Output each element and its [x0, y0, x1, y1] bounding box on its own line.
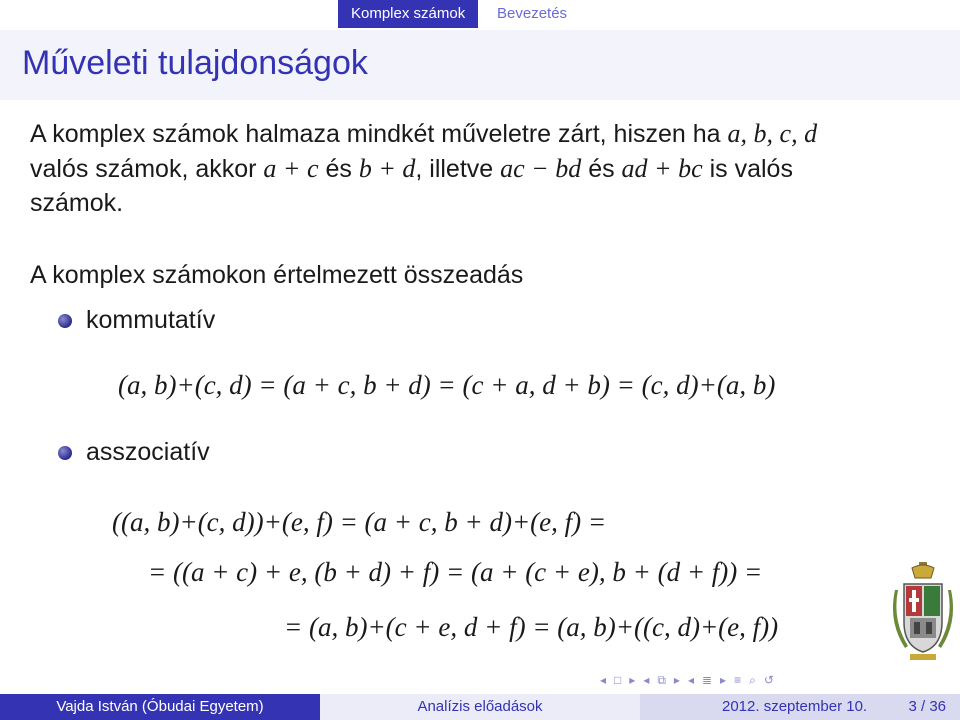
intro-text-2b: is valós	[709, 155, 793, 183]
equation-kommutativ: (a, b)+(c, d) = (a + c, b + d) = (c + a, d + b) = (c, d)+(a, b)	[118, 370, 776, 400]
footer-date: 2012. szeptember 10.	[722, 698, 868, 715]
intro-expr-4: ad + bc	[621, 154, 703, 183]
equation-asszociativ-line-3: = (a, b)+(c + e, d + f) = (a, b)+((c, d)+(e, f))	[284, 612, 779, 642]
footer-right	[640, 694, 960, 720]
intro-line-3: számok.	[30, 189, 124, 217]
intro-expr-2: b + d	[358, 154, 416, 183]
footer-course: Analízis előadások	[320, 694, 640, 720]
intro-expr-3: ac − bd	[500, 154, 582, 183]
section-navigation	[0, 0, 960, 30]
intro-text-1: A komplex számok halmaza mindkét műveletre zárt, hiszen ha	[30, 120, 721, 148]
nav-back-icon[interactable]: ↺	[763, 673, 774, 687]
equation-asszociativ-line-1: ((a, b)+(c, d))+(e, f) = (a + c, b + d)+(e, f) =	[112, 507, 607, 537]
equation-asszociativ-line-2: = ((a + c) + e, (b + d) + f) = (a + (c + e), b + (d + f)) =	[148, 557, 763, 587]
intro-illetve: , illetve	[415, 155, 494, 183]
beamer-navigation-symbols	[600, 672, 774, 688]
bullet-icon	[58, 446, 72, 460]
nav-frame-icon[interactable]: □	[614, 673, 622, 687]
nav-next-frame-icon[interactable]: ▸	[629, 673, 636, 687]
footer-page-number: 3 / 36	[908, 698, 946, 715]
footer	[0, 694, 960, 720]
nav-prev-subsection-icon[interactable]: ◂	[643, 673, 650, 687]
nav-subsection-icon[interactable]: ⧉	[657, 672, 666, 687]
nav-appendix-icon[interactable]: ≡	[734, 673, 742, 687]
nav-prev-section-icon[interactable]: ◂	[687, 673, 694, 687]
intro-es-2: és	[588, 155, 615, 183]
intro-vars: a, b, c, d	[727, 119, 818, 148]
nav-search-icon[interactable]: ⌕	[749, 672, 756, 687]
item-label-kommutativ: kommutatív	[86, 306, 216, 334]
intro-text-2a: valós számok, akkor	[30, 155, 257, 183]
nav-prev-frame-icon[interactable]: ◂	[600, 673, 607, 687]
frame-title: Műveleti tulajdonságok	[22, 44, 368, 82]
nav-next-section-icon[interactable]: ▸	[720, 673, 727, 687]
bullet-icon	[58, 314, 72, 328]
nav-section-komplex-szamok[interactable]: Komplex számok	[338, 0, 478, 28]
intro-line-1	[30, 116, 817, 152]
item-label-asszociativ: asszociatív	[86, 438, 210, 466]
section-heading: A komplex számokon értelmezett összeadás	[30, 261, 524, 289]
footer-author: Vajda István (Óbudai Egyetem)	[0, 694, 320, 720]
intro-es-1: és	[325, 155, 352, 183]
university-crest-icon	[890, 560, 956, 664]
intro-expr-1: a + c	[263, 154, 319, 183]
intro-line-2	[30, 151, 793, 187]
nav-section-bevezetes[interactable]: Bevezetés	[484, 0, 580, 28]
nav-section-icon[interactable]: ≣	[701, 673, 713, 687]
nav-next-subsection-icon[interactable]: ▸	[673, 673, 680, 687]
